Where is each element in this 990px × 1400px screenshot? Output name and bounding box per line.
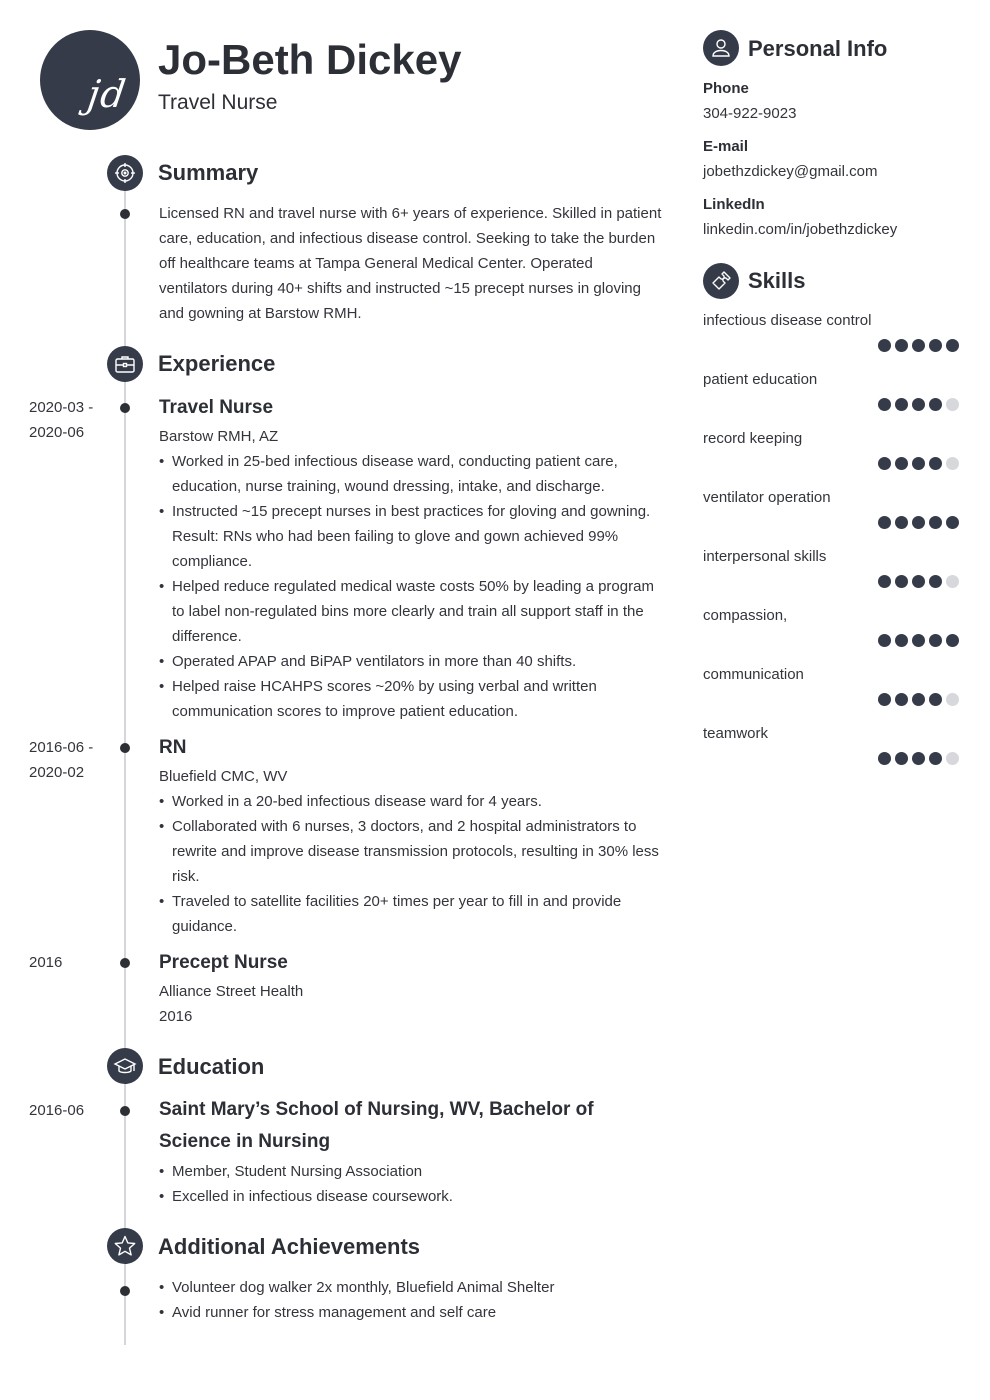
skill-rating bbox=[878, 634, 959, 647]
rating-dot-filled bbox=[929, 575, 942, 588]
rating-dot-filled bbox=[895, 575, 908, 588]
rating-dot-filled bbox=[878, 634, 891, 647]
skill-name: infectious disease control bbox=[703, 312, 872, 329]
rating-dot-filled bbox=[946, 516, 959, 529]
education-title: Saint Mary’s School of Nursing, WV, Bachelor of Science in Nursing bbox=[159, 1099, 594, 1152]
rating-dot-filled bbox=[895, 634, 908, 647]
summary-text: Licensed RN and travel nurse with 6+ years of experience. Skilled in patient care, education, and infectious disease control. Seeking to take the burden off healthcare teams at Tampa General Medical Center. Operated ventilators during 40+ shifts and instructed ~15 precept nurses in gloving and gowning at Barstow RMH. bbox=[159, 205, 662, 322]
skill-rating bbox=[878, 339, 959, 352]
education-date: 2016-06 bbox=[29, 1102, 85, 1119]
candidate-role: Travel Nurse bbox=[158, 91, 278, 114]
rating-dot-filled bbox=[929, 457, 942, 470]
avatar bbox=[40, 30, 140, 130]
list-item: • Instructed ~15 precept nurses in best practices for gloving and gowning. Result: RNs who had been failing to glove and gown achieved 99% compliance. bbox=[159, 499, 664, 574]
phone-label: Phone bbox=[703, 80, 749, 97]
list-item: • Worked in a 20-bed infectious disease ward for 4 years. bbox=[159, 789, 664, 814]
job-title: Travel Nurse bbox=[159, 397, 274, 418]
linkedin-value[interactable]: linkedin.com/in/jobethzdickey bbox=[703, 221, 898, 238]
timeline-dot bbox=[120, 1106, 130, 1116]
rating-dot-filled bbox=[912, 752, 925, 765]
skills-heading: Skills bbox=[748, 268, 806, 293]
rating-dot-filled bbox=[878, 693, 891, 706]
rating-dot-filled bbox=[878, 752, 891, 765]
job-title: RN bbox=[159, 737, 187, 758]
list-item: • Excelled in infectious disease coursework. bbox=[159, 1184, 664, 1209]
list-item: • Avid runner for stress management and self care bbox=[159, 1300, 664, 1325]
list-item: • Collaborated with 6 nurses, 3 doctors, and 2 hospital administrators to rewrite and improve disease transmission protocols, resulting in 30% less risk. bbox=[159, 814, 664, 889]
list-item: • Helped raise HCAHPS scores ~20% by using verbal and written communication scores to improve patient education. bbox=[159, 674, 664, 724]
rating-dot-filled bbox=[929, 516, 942, 529]
rating-dot-filled bbox=[878, 516, 891, 529]
rating-dot-filled bbox=[895, 752, 908, 765]
rating-dot-filled bbox=[912, 398, 925, 411]
rating-dot-filled bbox=[912, 516, 925, 529]
rating-dot-filled bbox=[946, 634, 959, 647]
list-item: • Member, Student Nursing Association bbox=[159, 1159, 664, 1184]
achievements-bullets bbox=[159, 1275, 664, 1325]
summary-icon bbox=[107, 155, 143, 191]
skill-rating bbox=[878, 398, 959, 411]
education-bullets bbox=[159, 1159, 664, 1209]
rating-dot-filled bbox=[912, 457, 925, 470]
rating-dot-filled bbox=[895, 516, 908, 529]
job-date-end: 2020-02 bbox=[29, 764, 85, 781]
rating-dot-filled bbox=[895, 457, 908, 470]
timeline-dot bbox=[120, 1286, 130, 1296]
skill-name: communication bbox=[703, 666, 804, 683]
job-date-start: 2020-03 - bbox=[29, 399, 94, 416]
job-place: Barstow RMH, AZ bbox=[159, 428, 279, 445]
rating-dot-empty bbox=[946, 752, 959, 765]
skill-rating bbox=[878, 693, 959, 706]
skill-rating bbox=[878, 752, 959, 765]
job-bullets bbox=[159, 789, 664, 939]
job-bullets bbox=[159, 449, 664, 724]
rating-dot-filled bbox=[912, 339, 925, 352]
graduation-cap-icon bbox=[107, 1048, 143, 1084]
rating-dot-filled bbox=[878, 398, 891, 411]
rating-dot-empty bbox=[946, 457, 959, 470]
job-extra-date: 2016 bbox=[159, 1008, 193, 1025]
rating-dot-filled bbox=[946, 339, 959, 352]
timeline-dot bbox=[120, 403, 130, 413]
rating-dot-empty bbox=[946, 575, 959, 588]
rating-dot-filled bbox=[895, 693, 908, 706]
rating-dot-empty bbox=[946, 398, 959, 411]
person-icon bbox=[703, 30, 739, 66]
rating-dot-filled bbox=[929, 752, 942, 765]
summary-heading: Summary bbox=[158, 160, 259, 185]
rating-dot-filled bbox=[895, 398, 908, 411]
rating-dot-filled bbox=[912, 693, 925, 706]
linkedin-label: LinkedIn bbox=[703, 196, 765, 213]
rating-dot-filled bbox=[929, 693, 942, 706]
job-title: Precept Nurse bbox=[159, 952, 288, 973]
list-item: • Operated APAP and BiPAP ventilators in more than 40 shifts. bbox=[159, 649, 664, 674]
rating-dot-empty bbox=[946, 693, 959, 706]
rating-dot-filled bbox=[895, 339, 908, 352]
rating-dot-filled bbox=[878, 457, 891, 470]
rating-dot-filled bbox=[912, 575, 925, 588]
achievements-heading: Additional Achievements bbox=[158, 1234, 421, 1259]
phone-value[interactable]: 304-922-9023 bbox=[703, 105, 797, 122]
rating-dot-filled bbox=[912, 634, 925, 647]
rating-dot-filled bbox=[929, 398, 942, 411]
rating-dot-filled bbox=[878, 339, 891, 352]
skill-rating bbox=[878, 516, 959, 529]
list-item: • Helped reduce regulated medical waste costs 50% by leading a program to label non-regulated bins more clearly and train all support staff in the difference. bbox=[159, 574, 664, 649]
skill-name: ventilator operation bbox=[703, 489, 831, 506]
email-value[interactable]: jobethzdickey@gmail.com bbox=[703, 163, 878, 180]
job-date-end: 2020-06 bbox=[29, 424, 85, 441]
skill-rating bbox=[878, 575, 959, 588]
job-date-start: 2016 bbox=[29, 954, 63, 971]
rating-dot-filled bbox=[929, 339, 942, 352]
skill-name: teamwork bbox=[703, 725, 769, 742]
star-icon bbox=[107, 1228, 143, 1264]
skill-name: patient education bbox=[703, 371, 818, 388]
experience-heading: Experience bbox=[158, 351, 276, 376]
job-place: Alliance Street Health bbox=[159, 983, 304, 1000]
rating-dot-filled bbox=[878, 575, 891, 588]
list-item: • Volunteer dog walker 2x monthly, Bluefield Animal Shelter bbox=[159, 1275, 664, 1300]
briefcase-icon bbox=[107, 346, 143, 382]
timeline-dot bbox=[120, 743, 130, 753]
timeline-dot bbox=[120, 958, 130, 968]
personal-info-heading: Personal Info bbox=[748, 36, 888, 61]
puzzle-icon bbox=[703, 263, 739, 299]
job-place: Bluefield CMC, WV bbox=[159, 768, 288, 785]
skill-name: record keeping bbox=[703, 430, 803, 447]
skill-name: compassion, bbox=[703, 607, 788, 624]
list-item: • Traveled to satellite facilities 20+ times per year to fill in and provide guidance. bbox=[159, 889, 664, 939]
candidate-name: Jo-Beth Dickey bbox=[158, 36, 462, 83]
email-label: E-mail bbox=[703, 138, 749, 155]
avatar-initials: jd bbox=[84, 72, 130, 116]
skill-rating bbox=[878, 457, 959, 470]
timeline-dot bbox=[120, 209, 130, 219]
rating-dot-filled bbox=[929, 634, 942, 647]
job-date-start: 2016-06 - bbox=[29, 739, 94, 756]
skill-name: interpersonal skills bbox=[703, 548, 827, 565]
education-heading: Education bbox=[158, 1054, 265, 1079]
list-item: • Worked in 25-bed infectious disease ward, conducting patient care, education, nurse training, wound dressing, intake, and discharge. bbox=[159, 449, 664, 499]
